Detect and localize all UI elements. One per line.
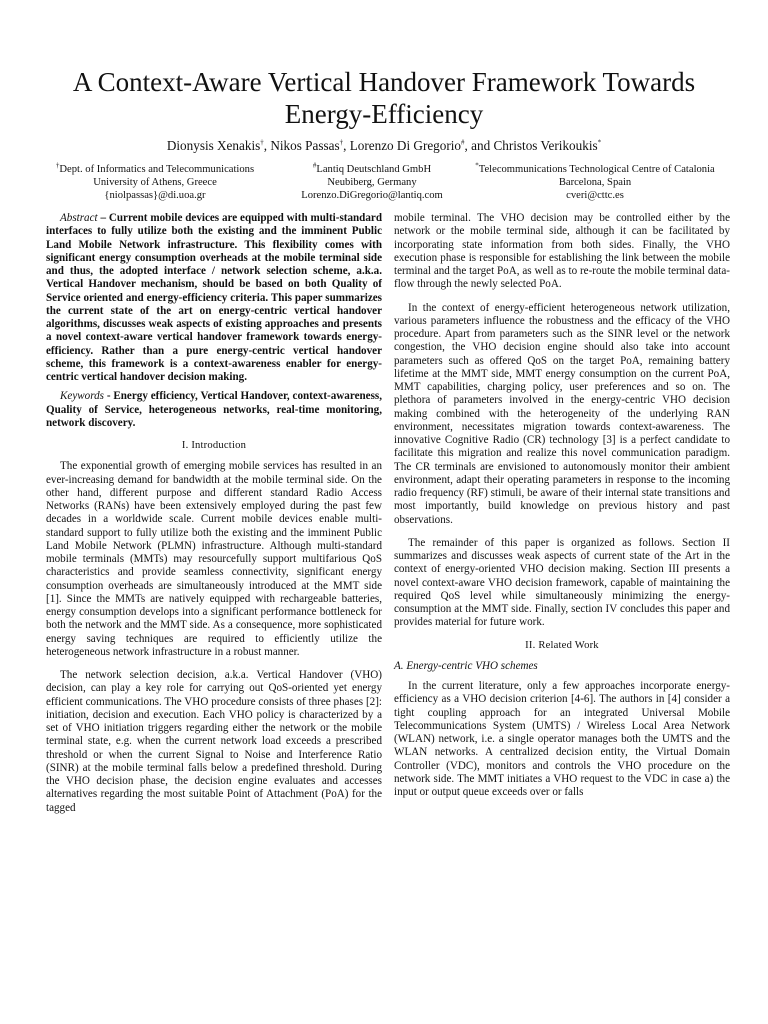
intro-paragraph: The exponential growth of emerging mobile services has resulted in an ever-increasing demand for bandwidth at the mobile terminal side. On the other hand, different purpose and different standard Radio Access Networks (RANs) have been extensively employed during the past few decades in a worldwide scale. Current mobile devices enable multi-standard support to fully utilize both the existing and the imminent Public Land Mobile Network (PLMN) infrastructure. Although multi-standard mobile terminals (MMTs) may resourcefully support multifarious QoS characteristics and provide seamless connectivity, significant energy consumption overheads are simultaneously introduced at the MMT side [1]. Since the MMTs are natively equipped with rechargeable batteries, energy consumption develops into a significant performance bottleneck for both the network and the MMT side. As a consequence, more sophisticated energy saving techniques are required to efficiently utilize the heterogeneous network infrastructure in a robust manner. — [46, 460, 382, 658]
keywords: Keywords - Energy efficiency, Vertical Handover, context-awareness, Quality of Service, heterogeneous networks, real-time monitoring, network discovery. — [46, 390, 382, 429]
abstract: Abstract – Current mobile devices are equipped with multi-standard interfaces to fully utilize both the existing and the imminent Public Land Mobile Network infrastructure. This flexibility comes with significant energy consumption overheads at the mobile terminal side and thus, the adopted interface / network selection scheme, a.k.a. Vertical Handover mechanism, should be based on both Quality of Service oriented and energy-efficiency criteria. This paper summarizes the current state of the art on energy-centric vertical handover algorithms, discusses weak aspects of existing approaches and presents a novel context-aware vertical handover framework towards energy-efficiency. Rather than a pure energy-centric vertical handover scheme, this framework is a context-awareness enabler for energy-centric vertical handover decision making. — [46, 212, 382, 383]
paper-title: A Context-Aware Vertical Handover Framework Towards Energy-Efficiency — [72, 67, 696, 129]
body-paragraph: mobile terminal. The VHO decision may be controlled either by the network or the mobile terminal side, although it can be facilitated by incorporating state information from both sides. Finally, the VHO execution phase is responsible for establishing the link between the mobile terminal and the target PoA, as well as to re-route the mobile terminal data-flow through the newly selected PoA. — [394, 212, 730, 291]
author: Dionysis Xenakis†, — [166, 138, 271, 153]
section-heading-related-work: II. Related Work — [525, 639, 599, 651]
subsection-heading: A. Energy-centric VHO schemes — [394, 659, 538, 672]
intro-paragraph: The network selection decision, a.k.a. Vertical Handover (VHO) decision, can play a key role for carrying out QoS-oriented yet energy efficient communications. The VHO procedure consists of three phases [2]: initiation, decision and execution. Each VHO policy is characterized by a set of VHO initiation triggers regarding either the network or the mobile terminal state, e.g. when the current network load exceeds a prescribed threshold or when the current Signal to Noise and Interference Ratio (SINR) at the mobile terminal falls below a predefined threshold. During the VHO decision phase, the decision engine evaluates and accesses alternatives regarding the most suitable Point of Attachment (PoA) for the tagged — [46, 669, 382, 814]
affiliation-athens: †Dept. of Informatics and Telecommunications University of Athens, Greece {niolpassas}@di.uoa.gr — [55, 161, 255, 201]
author: Christos Verikoukis* — [493, 138, 602, 153]
section-heading-introduction: I. Introduction — [181, 440, 247, 451]
author-list — [30, 138, 738, 154]
related-paragraph: In the current literature, only a few approaches incorporate energy-efficiency as a VHO decision criterion [4-6]. The authors in [4] consider a tight coupling approach for an integrated Universal Mobile Telecommunications System (UMTS) / Wireless Local Area Network (WLAN) network, i.e. a single operator manages both the UMTS and the WLAN networks. A centralized decision entity, the Virtual Domain Controller (VDC), monitors and controls the VHO procedure on the network side. The MMT initiates a VHO request to the VDC in case a) the input or output queue exceeds over or falls — [394, 680, 730, 798]
affiliation-cttc: *Telecommunications Technological Centre of Catalonia Barcelona, Spain cveri@cttc.es — [475, 161, 715, 201]
left-column — [46, 212, 382, 815]
body-paragraph: The remainder of this paper is organized as follows. Section II summarizes and discusses weak aspects of current state of the Art in the context of energy-oriented VHO decision making. Section III presents a novel context-aware VHO decision framework, capable of maintaining the required QoS level while simultaneously minimizing the energy-consumption at the MMT side. Finally, section IV concludes this paper and provides material for future work. — [394, 536, 730, 629]
author: Lorenzo Di Gregorio#, and — [349, 138, 494, 153]
author: Nikos Passas†, — [270, 138, 350, 153]
body-paragraph: In the context of energy-efficient heterogeneous network utilization, various parameters influence the robustness and the efficacy of the VHO procedure. Apart from parameters such as the SINR level or the network congestion, the VHO decision engine should also take into account parameters such as offered QoS on the target PoA, remaining battery lifetime at the MMT side, MMT energy consumption on the current PoA, MMT capabilities, charging policy, user preferences and so on. The plethora of parameters involved in the energy-centric VHO decision making combined with the heterogeneity of the underlying RAN environment, necessitates migration towards context-awareness. The innovative Cognitive Radio (CR) technology [3] is a perfect candidate to facilitate this migration and realize this novel communication paradigm. The CR terminals are envisioned to autonomously monitor their ambient environment, adapt their operating parameters in response to the incoming radio frequency (RF) stimuli, be aware of their internal state transitions and most importantly, build knowledge on previous history and past observations. — [394, 301, 730, 526]
right-column — [394, 212, 730, 799]
affiliation-lantiq: #Lantiq Deutschland GmbH Neubiberg, Germany Lorenzo.DiGregorio@lantiq.com — [301, 161, 443, 201]
